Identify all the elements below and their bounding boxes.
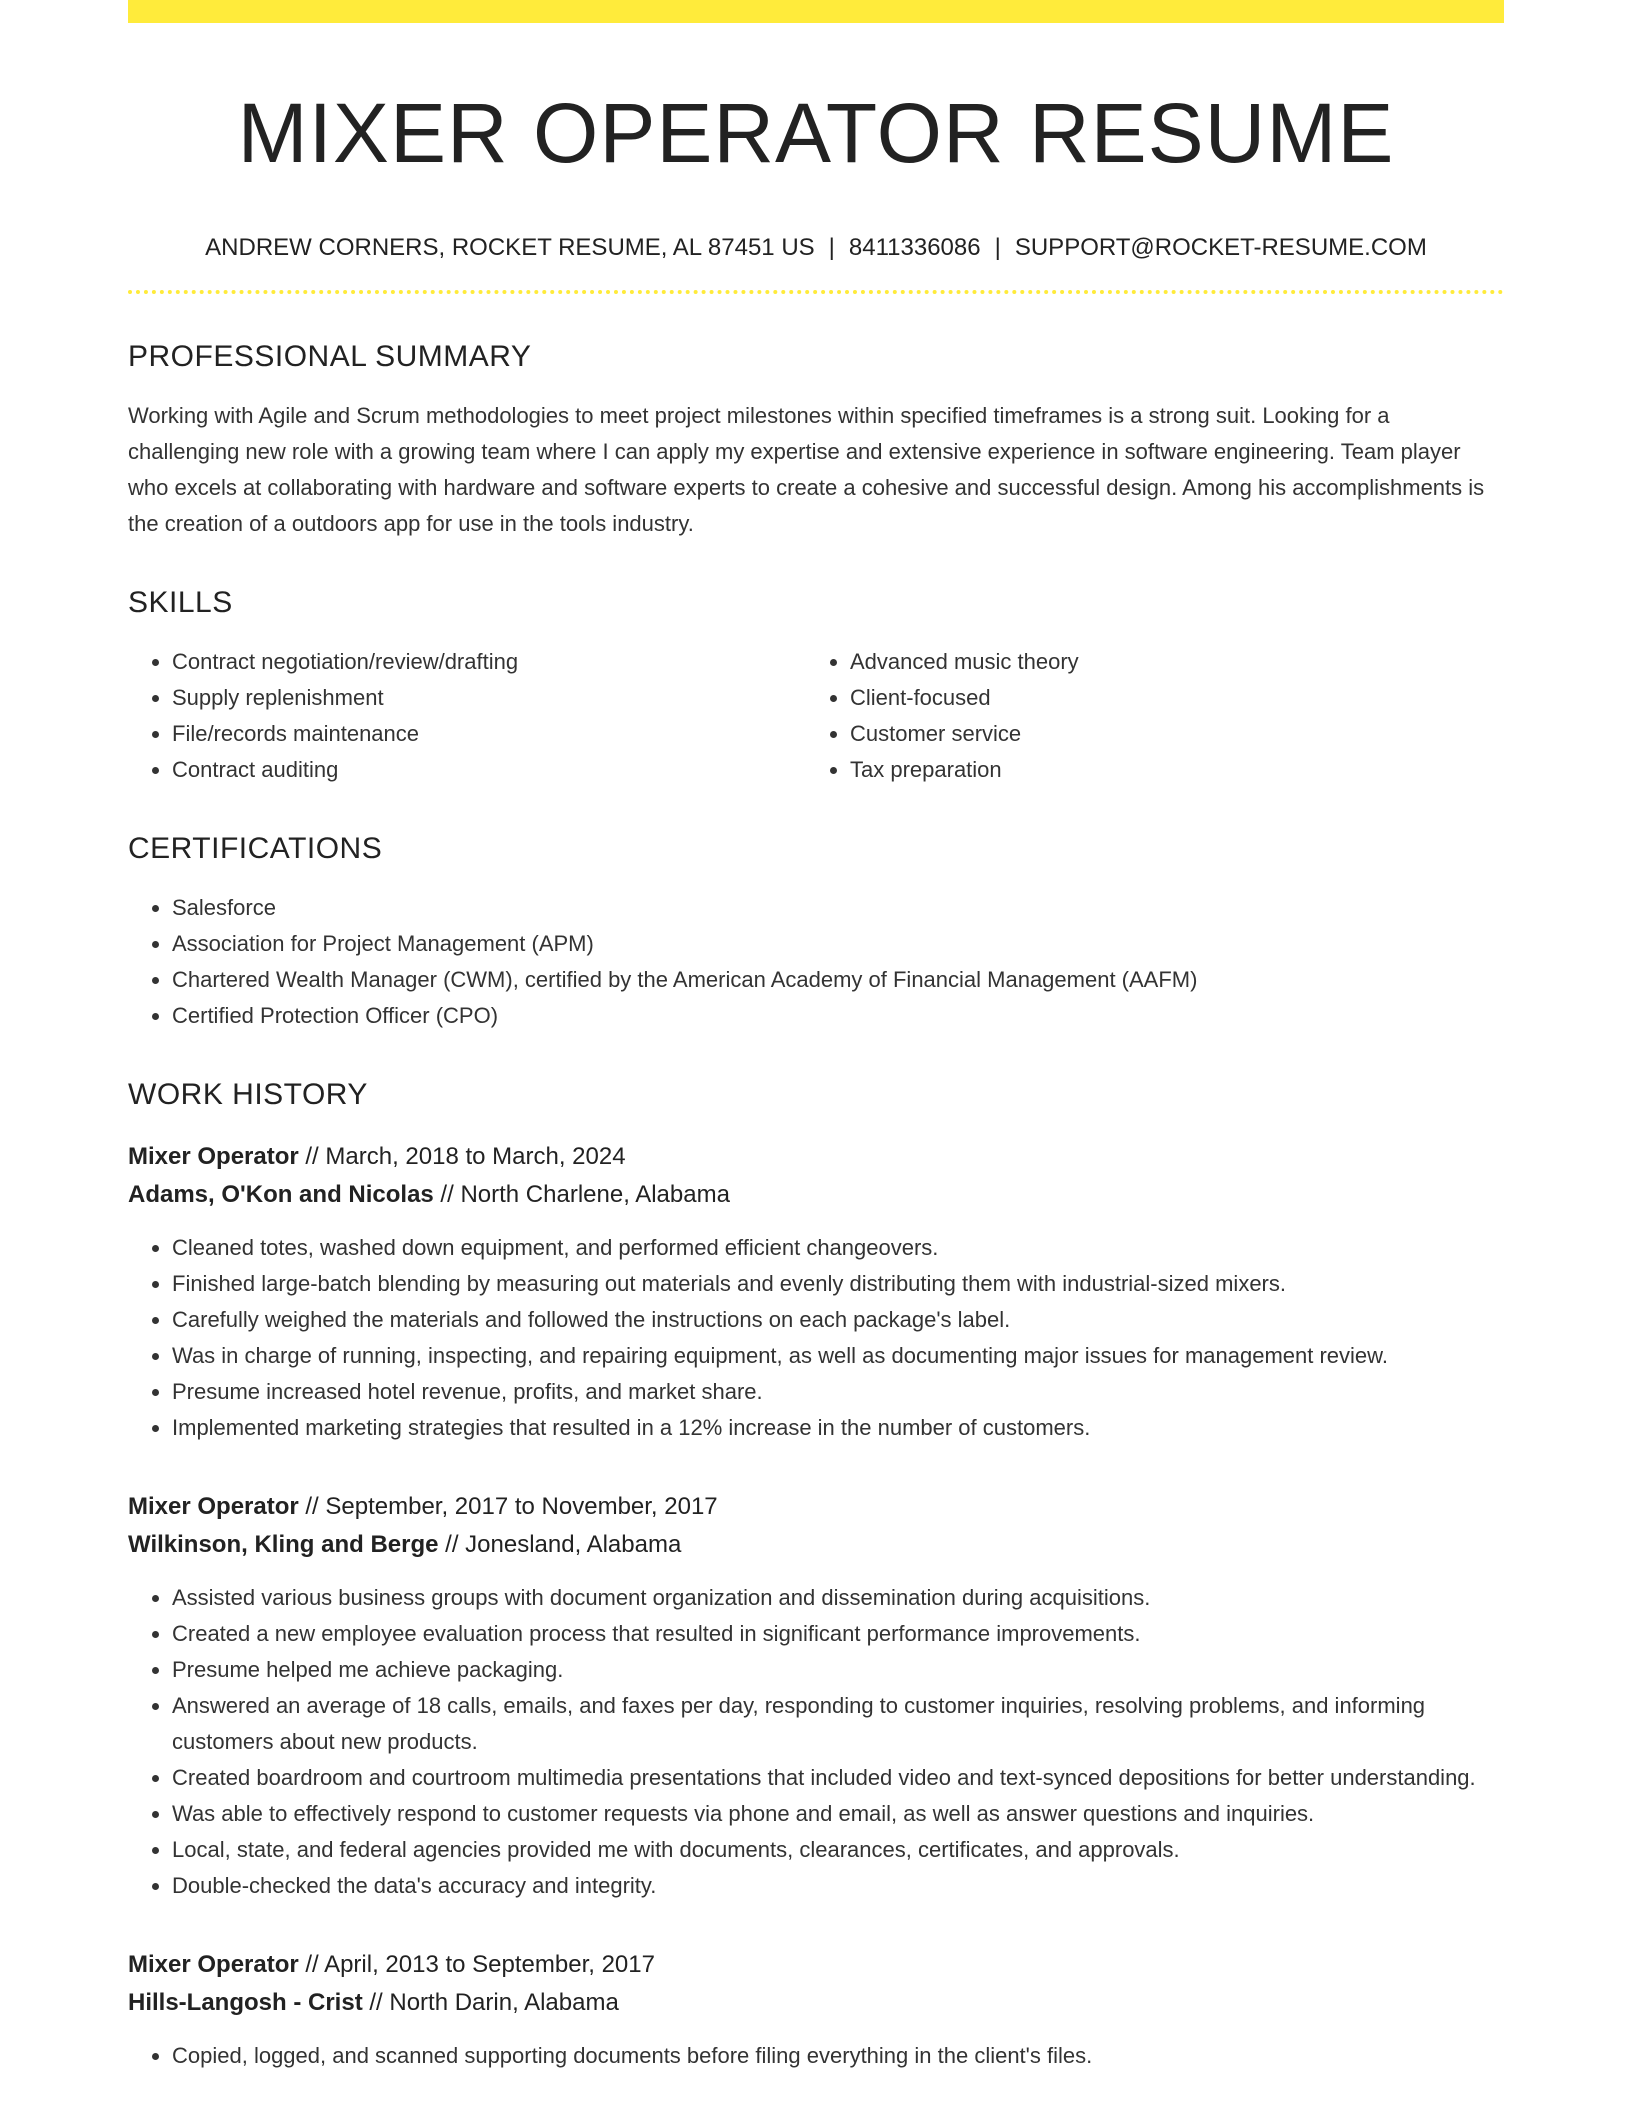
job-title-line — [128, 1488, 1504, 1526]
job-dates: // March, 2018 to March, 2024 — [298, 1142, 626, 1170]
job-bullet: • Implemented marketing strategies that resulted in a 12% increase in the number of customers. — [172, 1410, 1504, 1446]
certifications-list — [128, 890, 1504, 1034]
job-title-line — [128, 1138, 1504, 1176]
job-bullet: • Presume helped me achieve packaging. — [172, 1652, 1504, 1688]
job-bullet: • Assisted various business groups with document organization and dissemination during acquisitions. — [172, 1580, 1504, 1616]
job-bullets — [128, 2038, 1504, 2074]
job-title-line — [128, 1946, 1504, 1984]
job-company: Adams, O'Kon and Nicolas — [128, 1180, 434, 1208]
job-title: Mixer Operator — [128, 1142, 299, 1170]
skills-list-right — [806, 644, 1484, 788]
certification-item: • Salesforce — [172, 890, 1504, 926]
job-bullet: • Carefully weighed the materials and followed the instructions on each package's label. — [172, 1302, 1504, 1338]
skill-item: • Advanced music theory — [850, 644, 1484, 680]
job-company: Wilkinson, Kling and Berge — [128, 1530, 439, 1558]
job-title: Mixer Operator — [128, 1492, 299, 1520]
skill-item: • File/records maintenance — [172, 716, 806, 752]
job-bullet: • Copied, logged, and scanned supporting documents before filing everything in the client's files. — [172, 2038, 1504, 2074]
skills-list-left — [128, 644, 806, 788]
job-bullet: • Created a new employee evaluation process that resulted in significant performance improvements. — [172, 1616, 1504, 1652]
certification-item: • Chartered Wealth Manager (CWM), certified by the American Academy of Financial Management (AAFM) — [172, 962, 1504, 998]
job-title: Mixer Operator — [128, 1950, 299, 1978]
dotted-divider — [128, 290, 1504, 294]
job-bullet: • Double-checked the data's accuracy and integrity. — [172, 1868, 1504, 1904]
work-history-heading: WORK HISTORY — [128, 1077, 368, 1111]
job-bullet: • Was able to effectively respond to customer requests via phone and email, as well as answer questions and inquiries. — [172, 1796, 1504, 1832]
certification-item: • Certified Protection Officer (CPO) — [172, 998, 1504, 1034]
work-history-section — [128, 1078, 1504, 2074]
job-company-line — [128, 1176, 1504, 1214]
contact-separator: | — [994, 233, 1001, 261]
job-bullet: • Was in charge of running, inspecting, and repairing equipment, as well as documenting major issues for management review. — [172, 1338, 1504, 1374]
job-bullet: • Cleaned totes, washed down equipment, and performed efficient changeovers. — [172, 1230, 1504, 1266]
job-location: // Jonesland, Alabama — [438, 1530, 682, 1558]
skills-grid — [128, 644, 1504, 788]
job-bullet: • Presume increased hotel revenue, profits, and market share. — [172, 1374, 1504, 1410]
job-company: Hills-Langosh - Crist — [128, 1988, 363, 2016]
skills-section — [128, 586, 1504, 788]
job-bullet: • Answered an average of 18 calls, emails, and faxes per day, responding to customer inquiries, resolving problems, and informing customers about new products. — [172, 1688, 1504, 1760]
job-entry — [128, 1488, 1504, 1904]
skill-item: • Client-focused — [850, 680, 1484, 716]
certification-item: • Association for Project Management (APM) — [172, 926, 1504, 962]
job-entry — [128, 1946, 1504, 2074]
job-company-line — [128, 1526, 1504, 1564]
summary-section — [128, 340, 1504, 542]
summary-text: Working with Agile and Scrum methodologies to meet project milestones within specified timeframes is a strong suit. Looking for a challenging new role with a growing team where I can apply my expertise and extensive experience in software engineering. Team player who excels at collaborating with hardware and software experts to create a cohesive and successful design. Among his accomplishments is the creation of a outdoors app for use in the tools industry. — [128, 402, 1485, 536]
job-entry — [128, 1138, 1504, 1446]
certifications-section — [128, 832, 1504, 1034]
top-accent-bar — [128, 0, 1504, 23]
skill-item: • Supply replenishment — [172, 680, 806, 716]
job-bullets — [128, 1230, 1504, 1446]
contact-phone[interactable]: 8411336086 — [848, 233, 981, 261]
skill-item: • Tax preparation — [850, 752, 1484, 788]
summary-heading: PROFESSIONAL SUMMARY — [128, 339, 532, 373]
skill-item: • Contract negotiation/review/drafting — [172, 644, 806, 680]
job-bullet: • Local, state, and federal agencies provided me with documents, clearances, certificates, and approvals. — [172, 1832, 1504, 1868]
job-dates: // September, 2017 to November, 2017 — [298, 1492, 718, 1520]
contact-email[interactable]: SUPPORT@ROCKET-RESUME.COM — [1014, 233, 1427, 261]
job-bullet: • Created boardroom and courtroom multimedia presentations that included video and text-synced depositions for better understanding. — [172, 1760, 1504, 1796]
certifications-heading: CERTIFICATIONS — [128, 831, 383, 865]
job-location: // North Charlene, Alabama — [433, 1180, 730, 1208]
skills-heading: SKILLS — [128, 585, 233, 619]
job-location: // North Darin, Alabama — [362, 1988, 619, 2016]
contact-separator: | — [828, 233, 835, 261]
contact-line — [128, 234, 1504, 262]
contact-address: ANDREW CORNERS, ROCKET RESUME, AL 87451 US — [205, 233, 815, 261]
job-bullet: • Finished large-batch blending by measuring out materials and evenly distributing them with industrial-sized mixers. — [172, 1266, 1504, 1302]
resume-page — [128, 0, 1504, 2074]
job-dates: // April, 2013 to September, 2017 — [298, 1950, 655, 1978]
job-bullets — [128, 1580, 1504, 1904]
skill-item: • Customer service — [850, 716, 1484, 752]
skill-item: • Contract auditing — [172, 752, 806, 788]
job-company-line — [128, 1984, 1504, 2022]
resume-title: MIXER OPERATOR RESUME — [237, 86, 1395, 180]
